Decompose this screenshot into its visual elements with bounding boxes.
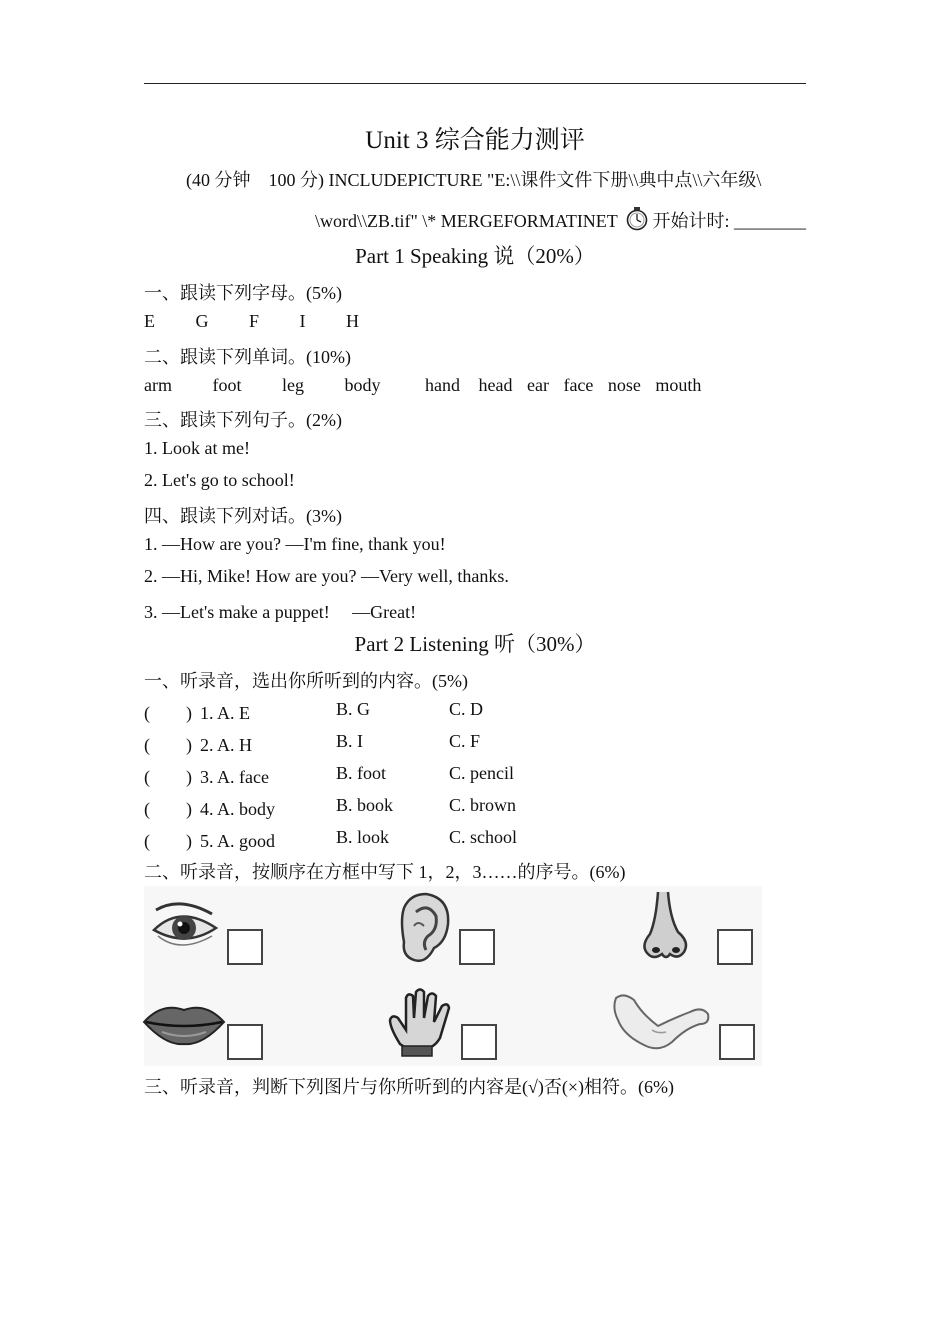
mouth-icon	[142, 998, 226, 1048]
question-row	[144, 795, 275, 821]
letter: H	[346, 311, 360, 331]
option-b: B. G	[336, 699, 371, 719]
meta-line-2-text: \word\\ZB.tif" \* MERGEFORMATINET	[314, 211, 622, 231]
answer-paren[interactable]: ( )	[144, 703, 192, 723]
option-b: B. foot	[336, 763, 387, 783]
word: arm	[144, 375, 172, 395]
option-a: 3. A. face	[200, 767, 269, 787]
p1-s2-heading: 二、跟读下列单词。(10%)	[144, 347, 351, 367]
word: ear	[526, 375, 549, 395]
word: foot	[212, 375, 242, 395]
arm-icon	[612, 990, 712, 1054]
dialogue-line: 2. —Hi, Mike! How are you? —Very well, thanks.	[144, 566, 509, 586]
word: hand	[424, 375, 460, 395]
letter: I	[299, 311, 306, 331]
sentence-line: 2. Let's go to school!	[144, 470, 295, 490]
page-title: Unit 3 综合能力测评	[365, 127, 585, 154]
option-c: C. brown	[449, 795, 516, 815]
ear-icon	[396, 890, 454, 966]
answer-box-ear[interactable]	[459, 929, 495, 965]
nose-icon	[640, 890, 690, 964]
option-a: 1. A. E	[200, 703, 251, 723]
letter: E	[144, 311, 155, 331]
answer-box-arm[interactable]	[719, 1024, 755, 1060]
word: face	[563, 375, 594, 395]
option-c: C. school	[449, 827, 518, 847]
question-row	[144, 699, 250, 725]
option-a: 4. A. body	[200, 799, 276, 819]
option-b: B. I	[336, 731, 363, 751]
p1-s4-heading: 四、跟读下列对话。(3%)	[144, 506, 342, 526]
option-a: 2. A. H	[200, 735, 253, 755]
letter: G	[195, 311, 209, 331]
dialogue-line: 3. —Let's make a puppet! —Great!	[144, 602, 417, 622]
option-c: C. F	[449, 731, 481, 751]
p1-s1-heading: 一、跟读下列字母。(5%)	[144, 283, 342, 303]
answer-box-nose[interactable]	[717, 929, 753, 965]
p2-s1-heading: 一、听录音，选出你所听到的内容。(5%)	[144, 671, 468, 691]
letters-row	[144, 311, 395, 332]
question-row	[144, 731, 252, 757]
answer-paren[interactable]: ( )	[144, 799, 192, 819]
letter: F	[249, 311, 260, 331]
p2-s2-heading: 二、听录音，按顺序在方框中写下 1，2，3……的序号。(6%)	[144, 862, 626, 882]
option-b: B. book	[336, 795, 394, 815]
word: leg	[281, 375, 304, 395]
word: head	[478, 375, 513, 395]
hand-icon	[386, 988, 456, 1060]
eye-icon	[150, 896, 220, 954]
question-row	[144, 763, 269, 789]
part2-title: Part 2 Listening 听（30%）	[354, 632, 596, 656]
words-row	[144, 375, 701, 396]
word: nose	[607, 375, 641, 395]
dialogue-line: 1. —How are you? —I'm fine, thank you!	[144, 534, 446, 554]
question-row	[144, 827, 275, 853]
option-c: C. pencil	[449, 763, 514, 783]
p1-s3-heading: 三、跟读下列句子。(2%)	[144, 410, 342, 430]
meta-line-1: (40 分钟 100 分) INCLUDEPICTURE "E:\\课件文件下册\\典中点\\六年级\	[186, 170, 762, 190]
meta-line-2	[315, 207, 806, 233]
answer-paren[interactable]: ( )	[144, 735, 192, 755]
option-a: 5. A. good	[200, 831, 276, 851]
answer-box-mouth[interactable]	[227, 1024, 263, 1060]
word: body	[344, 375, 381, 395]
timer-label: 开始计时: ________	[652, 211, 806, 231]
stopwatch-icon	[626, 207, 648, 231]
p2-s3-heading: 三、听录音，判断下列图片与你所听到的内容是(√)否(×)相符。(6%)	[144, 1077, 674, 1097]
part1-title: Part 1 Speaking 说（20%）	[355, 244, 595, 268]
answer-paren[interactable]: ( )	[144, 767, 192, 787]
word: mouth	[655, 375, 702, 395]
sentence-line: 1. Look at me!	[144, 438, 250, 458]
answer-box-eye[interactable]	[227, 929, 263, 965]
header-rule	[144, 83, 806, 84]
answer-paren[interactable]: ( )	[144, 831, 192, 851]
answer-box-hand[interactable]	[461, 1024, 497, 1060]
option-c: C. D	[449, 699, 484, 719]
option-b: B. look	[336, 827, 390, 847]
